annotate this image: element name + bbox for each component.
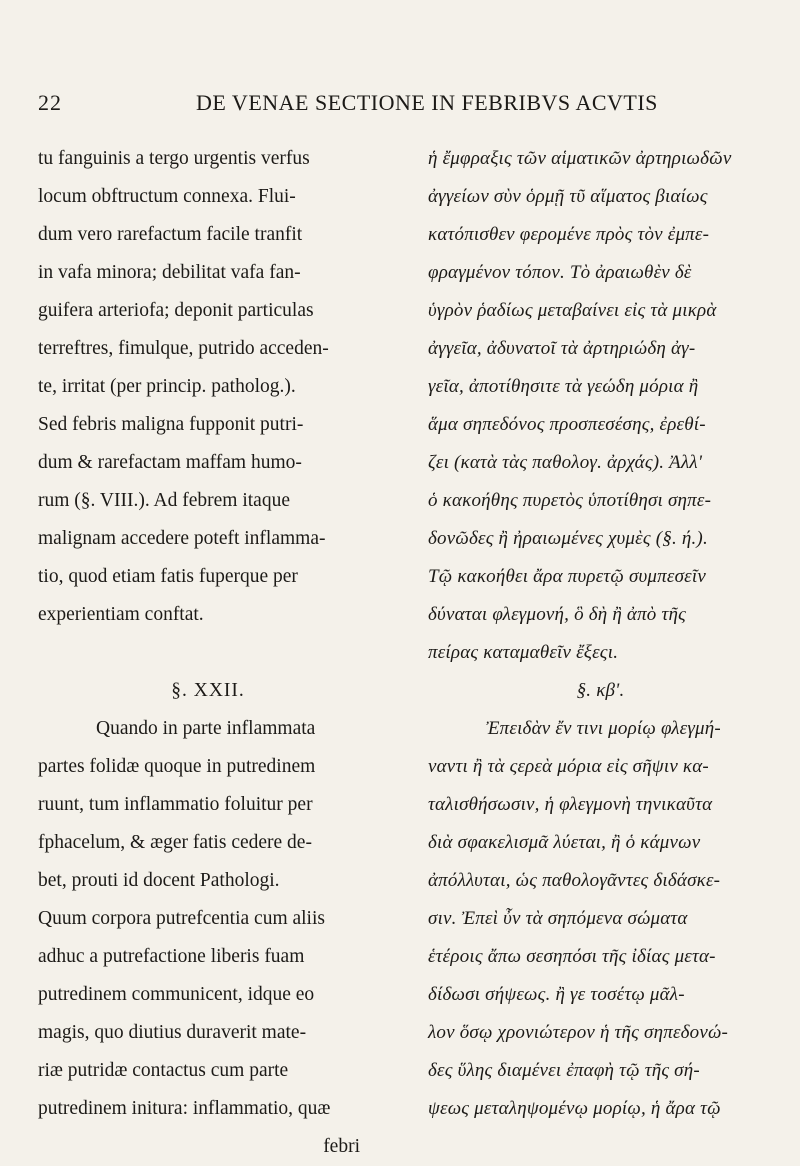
text-line: δύναται φλεγμονή, ὃ δὴ ἢ ἀπὸ τῆς — [428, 604, 686, 625]
text-line: κατόπισθεν φερομένε πρὸς τὸν ἐμπε- — [428, 224, 710, 245]
text-line: te, irritat (per princip. patholog.). — [38, 376, 296, 397]
text-line: riæ putridæ contactus cum parte — [38, 1060, 289, 1081]
text-line: γεῖα, ἀποτίθησιτε τὰ γεώδη μόρια ἢ — [428, 376, 699, 397]
running-head: DE VENAE SECTIONE IN FEBRIBVS ACVTIS — [196, 90, 658, 115]
text-line: putredinem communicent, idque eo — [38, 984, 315, 1005]
text-line: §. XXII. — [171, 680, 245, 701]
text-line: δες ὕλης διαμένει ἐπαφὴ τῷ τῆς σή- — [428, 1060, 700, 1081]
text-line: Sed febris maligna fupponit putri- — [38, 414, 304, 435]
text-line: locum obftructum connexa. Flui- — [38, 186, 296, 207]
text-line: φραγμένον τόπον. Τὸ ἀραιωθὲν δὲ — [428, 262, 692, 283]
text-line: ζει (κατὰ τὰς παθολογ. ἀρχάς). Ἀλλ' — [428, 452, 703, 473]
text-line: in vafa minora; debilitat vafa fan- — [38, 262, 301, 283]
text-line: δονῶδες ἢ ἠραιωμένες χυμὲς (§. ή.). — [428, 528, 708, 549]
page-header — [38, 90, 760, 120]
text-line: λον ὅσῳ χρονιώτερον ἡ τῆς σηπεδονώ- — [428, 1022, 728, 1043]
text-line: fphacelum, & æger fatis cedere de- — [38, 832, 312, 853]
text-line: dum vero rarefactum facile tranfit — [38, 224, 303, 245]
text-line: ἀπόλλυται, ὡς παθολογᾶντες διδάσκε- — [428, 870, 721, 891]
text-line: ἑτέροις ἄπω σεσηπόσι τῆς ἰδίας μετα- — [428, 946, 716, 967]
text-line: ναντι ἢ τὰ ςερεὰ μόρια εἰς σῆψιν κα- — [428, 756, 709, 777]
text-line: σιν. Ἐπεὶ ὖν τὰ σηπόμενα σώματα — [428, 908, 688, 929]
text-line: Quando in parte inflammata — [96, 718, 316, 739]
text-line: δίδωσι σήψεως. ἢ γε τοσέτῳ μᾶλ- — [428, 984, 685, 1005]
text-line: διὰ σφακελισμᾶ λύεται, ἢ ὁ κάμνων — [428, 832, 701, 853]
text-line: Τῷ κακοήθει ἄρα πυρετῷ συμπεσεῖν — [428, 566, 706, 587]
text-line: ταλισθήσωσιν, ἡ φλεγμονὴ τηνικαῦτα — [428, 794, 713, 815]
text-line: Quum corpora putrefcentia cum aliis — [38, 908, 325, 929]
text-line: ὑγρὸν ῥαδίως μεταβαίνει εἰς τὰ μικρὰ — [428, 300, 717, 321]
text-line: partes folidæ quoque in putredinem — [38, 756, 316, 777]
text-line: adhuc a putrefactione liberis fuam — [38, 946, 305, 967]
text-line: dum & rarefactam maffam humo- — [38, 452, 302, 473]
text-line: febri — [323, 1136, 360, 1157]
text-line: ἀγγεῖα, ἀδυνατοῖ τὰ ἀρτηριώδη ἀγ- — [428, 338, 696, 359]
text-line: πείρας καταμαθεῖν ἔξεςι. — [428, 642, 619, 663]
text-line: bet, prouti id docent Pathologi. — [38, 870, 280, 891]
page-number: 22 — [38, 90, 62, 115]
text-line: ψεως μεταληψομένῳ μορίῳ, ἡ ἄρα τῷ — [428, 1098, 721, 1119]
greek-column — [428, 140, 773, 1128]
text-line: rum (§. VIII.). Ad febrem itaque — [38, 490, 290, 511]
text-line: magis, quo diutius duraverit mate- — [38, 1022, 307, 1043]
latin-column — [38, 140, 378, 1166]
text-line: tio, quod etiam fatis fuperque per — [38, 566, 298, 587]
text-line: putredinem initura: inflammatio, quæ — [38, 1098, 331, 1119]
text-line: terreftres, fimulque, putrido acceden- — [38, 338, 329, 359]
text-line: guifera arteriofa; deponit particulas — [38, 300, 314, 321]
text-line: ἀγγείων σὺν ὁρμῇ τῦ αἵματος βιαίως — [428, 186, 708, 207]
text-line: Ἐπειδὰν ἔν τινι μορίῳ φλεγμή- — [486, 718, 721, 739]
text-line — [38, 634, 378, 672]
text-line: ἅμα σηπεδόνος προσπεσέσης, ἐρεθί- — [428, 414, 706, 435]
text-line: §. κβ'. — [576, 680, 625, 701]
text-line: tu fanguinis a tergo urgentis verfus — [38, 148, 310, 169]
text-line: ἡ ἔμφραξις τῶν αἱματικῶν ἀρτηριωδῶν — [428, 148, 732, 169]
text-line: experientiam conftat. — [38, 604, 204, 625]
text-line: ruunt, tum inflammatio foluitur per — [38, 794, 313, 815]
text-line: malignam accedere poteft inflamma- — [38, 528, 326, 549]
text-line: ὁ κακοήθης πυρετὸς ὑποτίθησι σηπε- — [428, 490, 712, 511]
